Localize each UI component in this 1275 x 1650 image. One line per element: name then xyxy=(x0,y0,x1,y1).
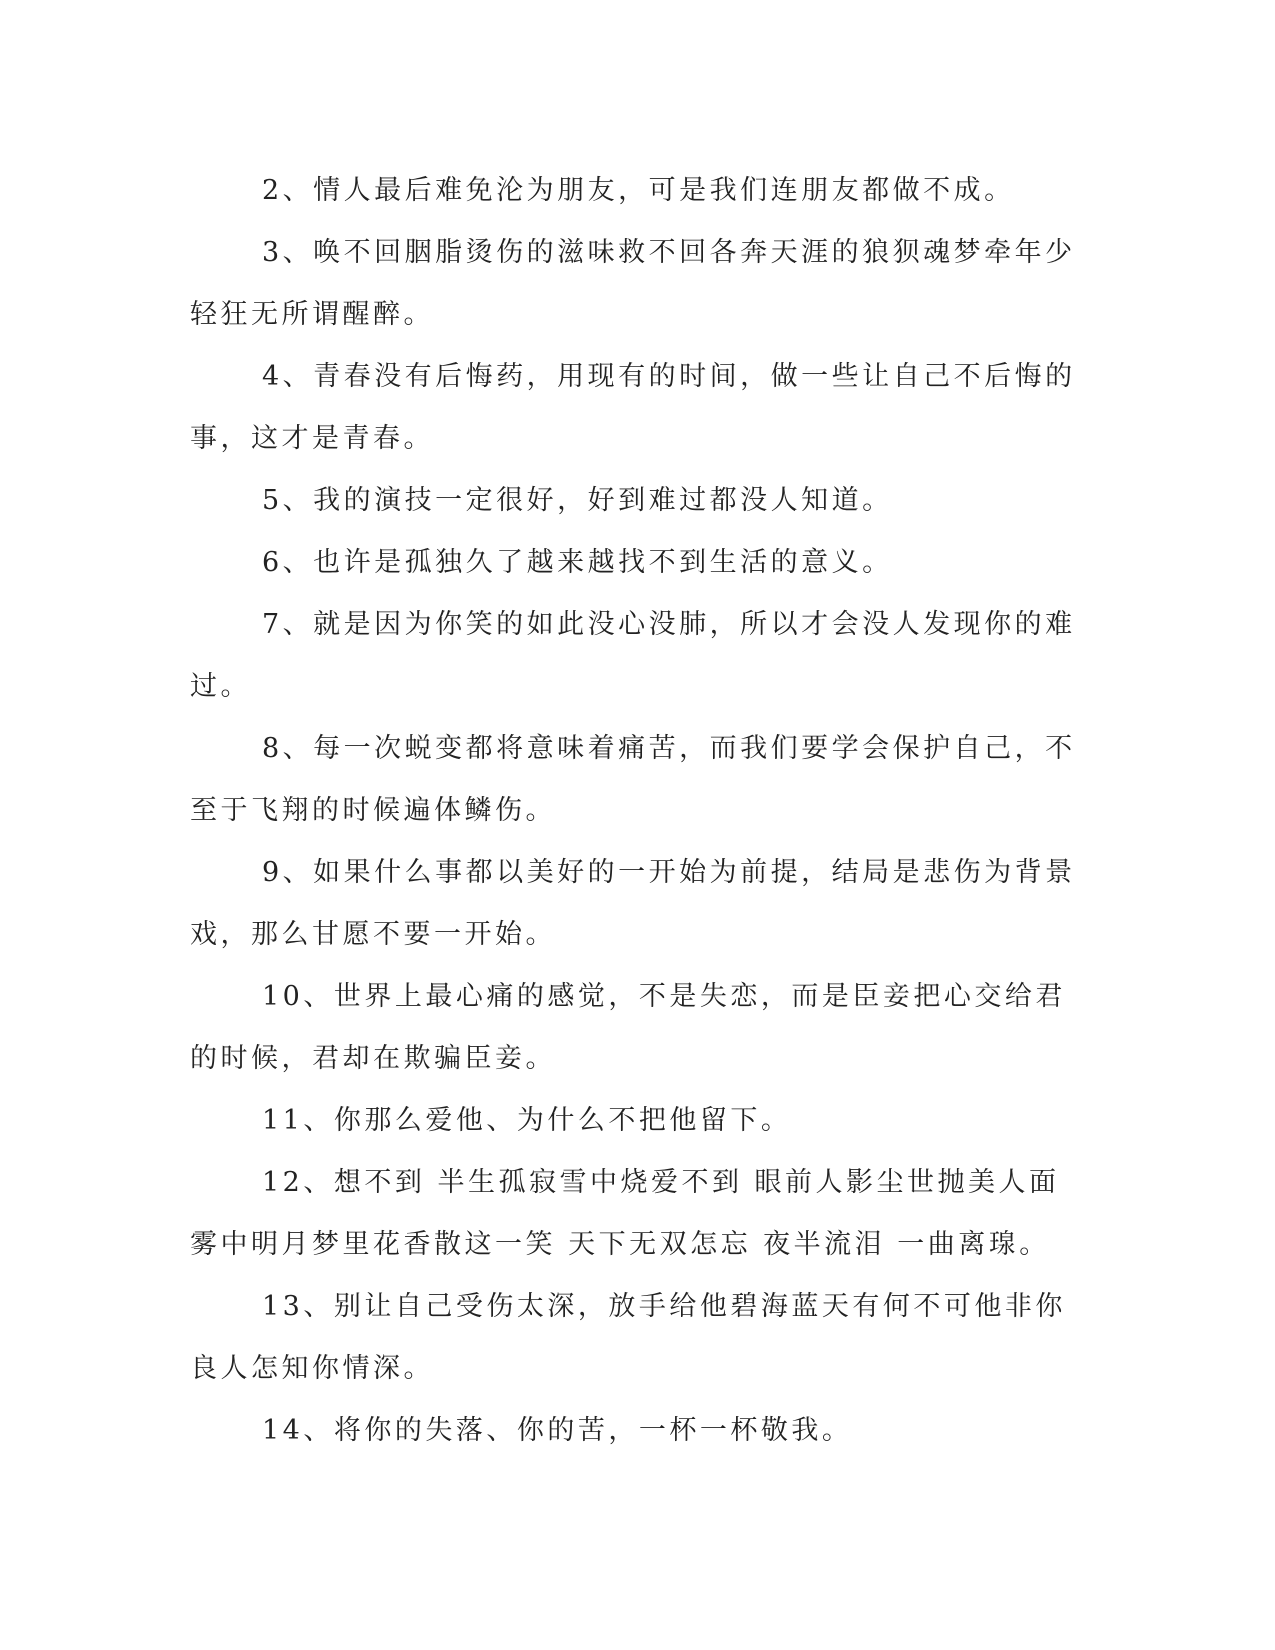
paragraph-9: 9、如果什么事都以美好的一开始为前提，结局是悲伤为背景戏，那么甘愿不要一开始。 xyxy=(190,857,1076,950)
paragraph-11: 11、你那么爱他、为什么不把他留下。 xyxy=(262,1105,792,1136)
paragraph-7: 7、就是因为你笑的如此没心没肺，所以才会没人发现你的难过。 xyxy=(190,609,1076,702)
document-body xyxy=(190,160,1078,1462)
paragraph-4: 4、青春没有后悔药，用现有的时间，做一些让自己不后悔的事，这才是青春。 xyxy=(190,361,1076,454)
paragraph-10: 10、世界上最心痛的感觉，不是失恋，而是臣妾把心交给君的时候，君却在欺骗臣妾。 xyxy=(190,981,1066,1074)
paragraph-3: 3、唤不回胭脂烫伤的滋味救不回各奔天涯的狼狈魂梦牵年少轻狂无所谓醒醉。 xyxy=(190,237,1076,330)
paragraph-6: 6、也许是孤独久了越来越找不到生活的意义。 xyxy=(262,547,893,578)
paragraph-5: 5、我的演技一定很好，好到难过都没人知道。 xyxy=(262,485,893,516)
paragraph-13: 13、别让自己受伤太深，放手给他碧海蓝天有何不可他非你良人怎知你情深。 xyxy=(190,1291,1066,1384)
paragraph-12: 12、想不到 半生孤寂雪中烧爱不到 眼前人影尘世抛美人面 雾中明月梦里花香散这一笑 天下无双怎忘 夜半流泪 一曲离瑔。 xyxy=(190,1167,1060,1260)
paragraph-2: 2、情人最后难免沦为朋友，可是我们连朋友都做不成。 xyxy=(262,175,1015,206)
paragraph-8: 8、每一次蜕变都将意味着痛苦，而我们要学会保护自己，不至于飞翔的时候遍体鳞伤。 xyxy=(190,733,1076,826)
paragraph-14: 14、将你的失落、你的苦，一杯一杯敬我。 xyxy=(262,1415,853,1446)
